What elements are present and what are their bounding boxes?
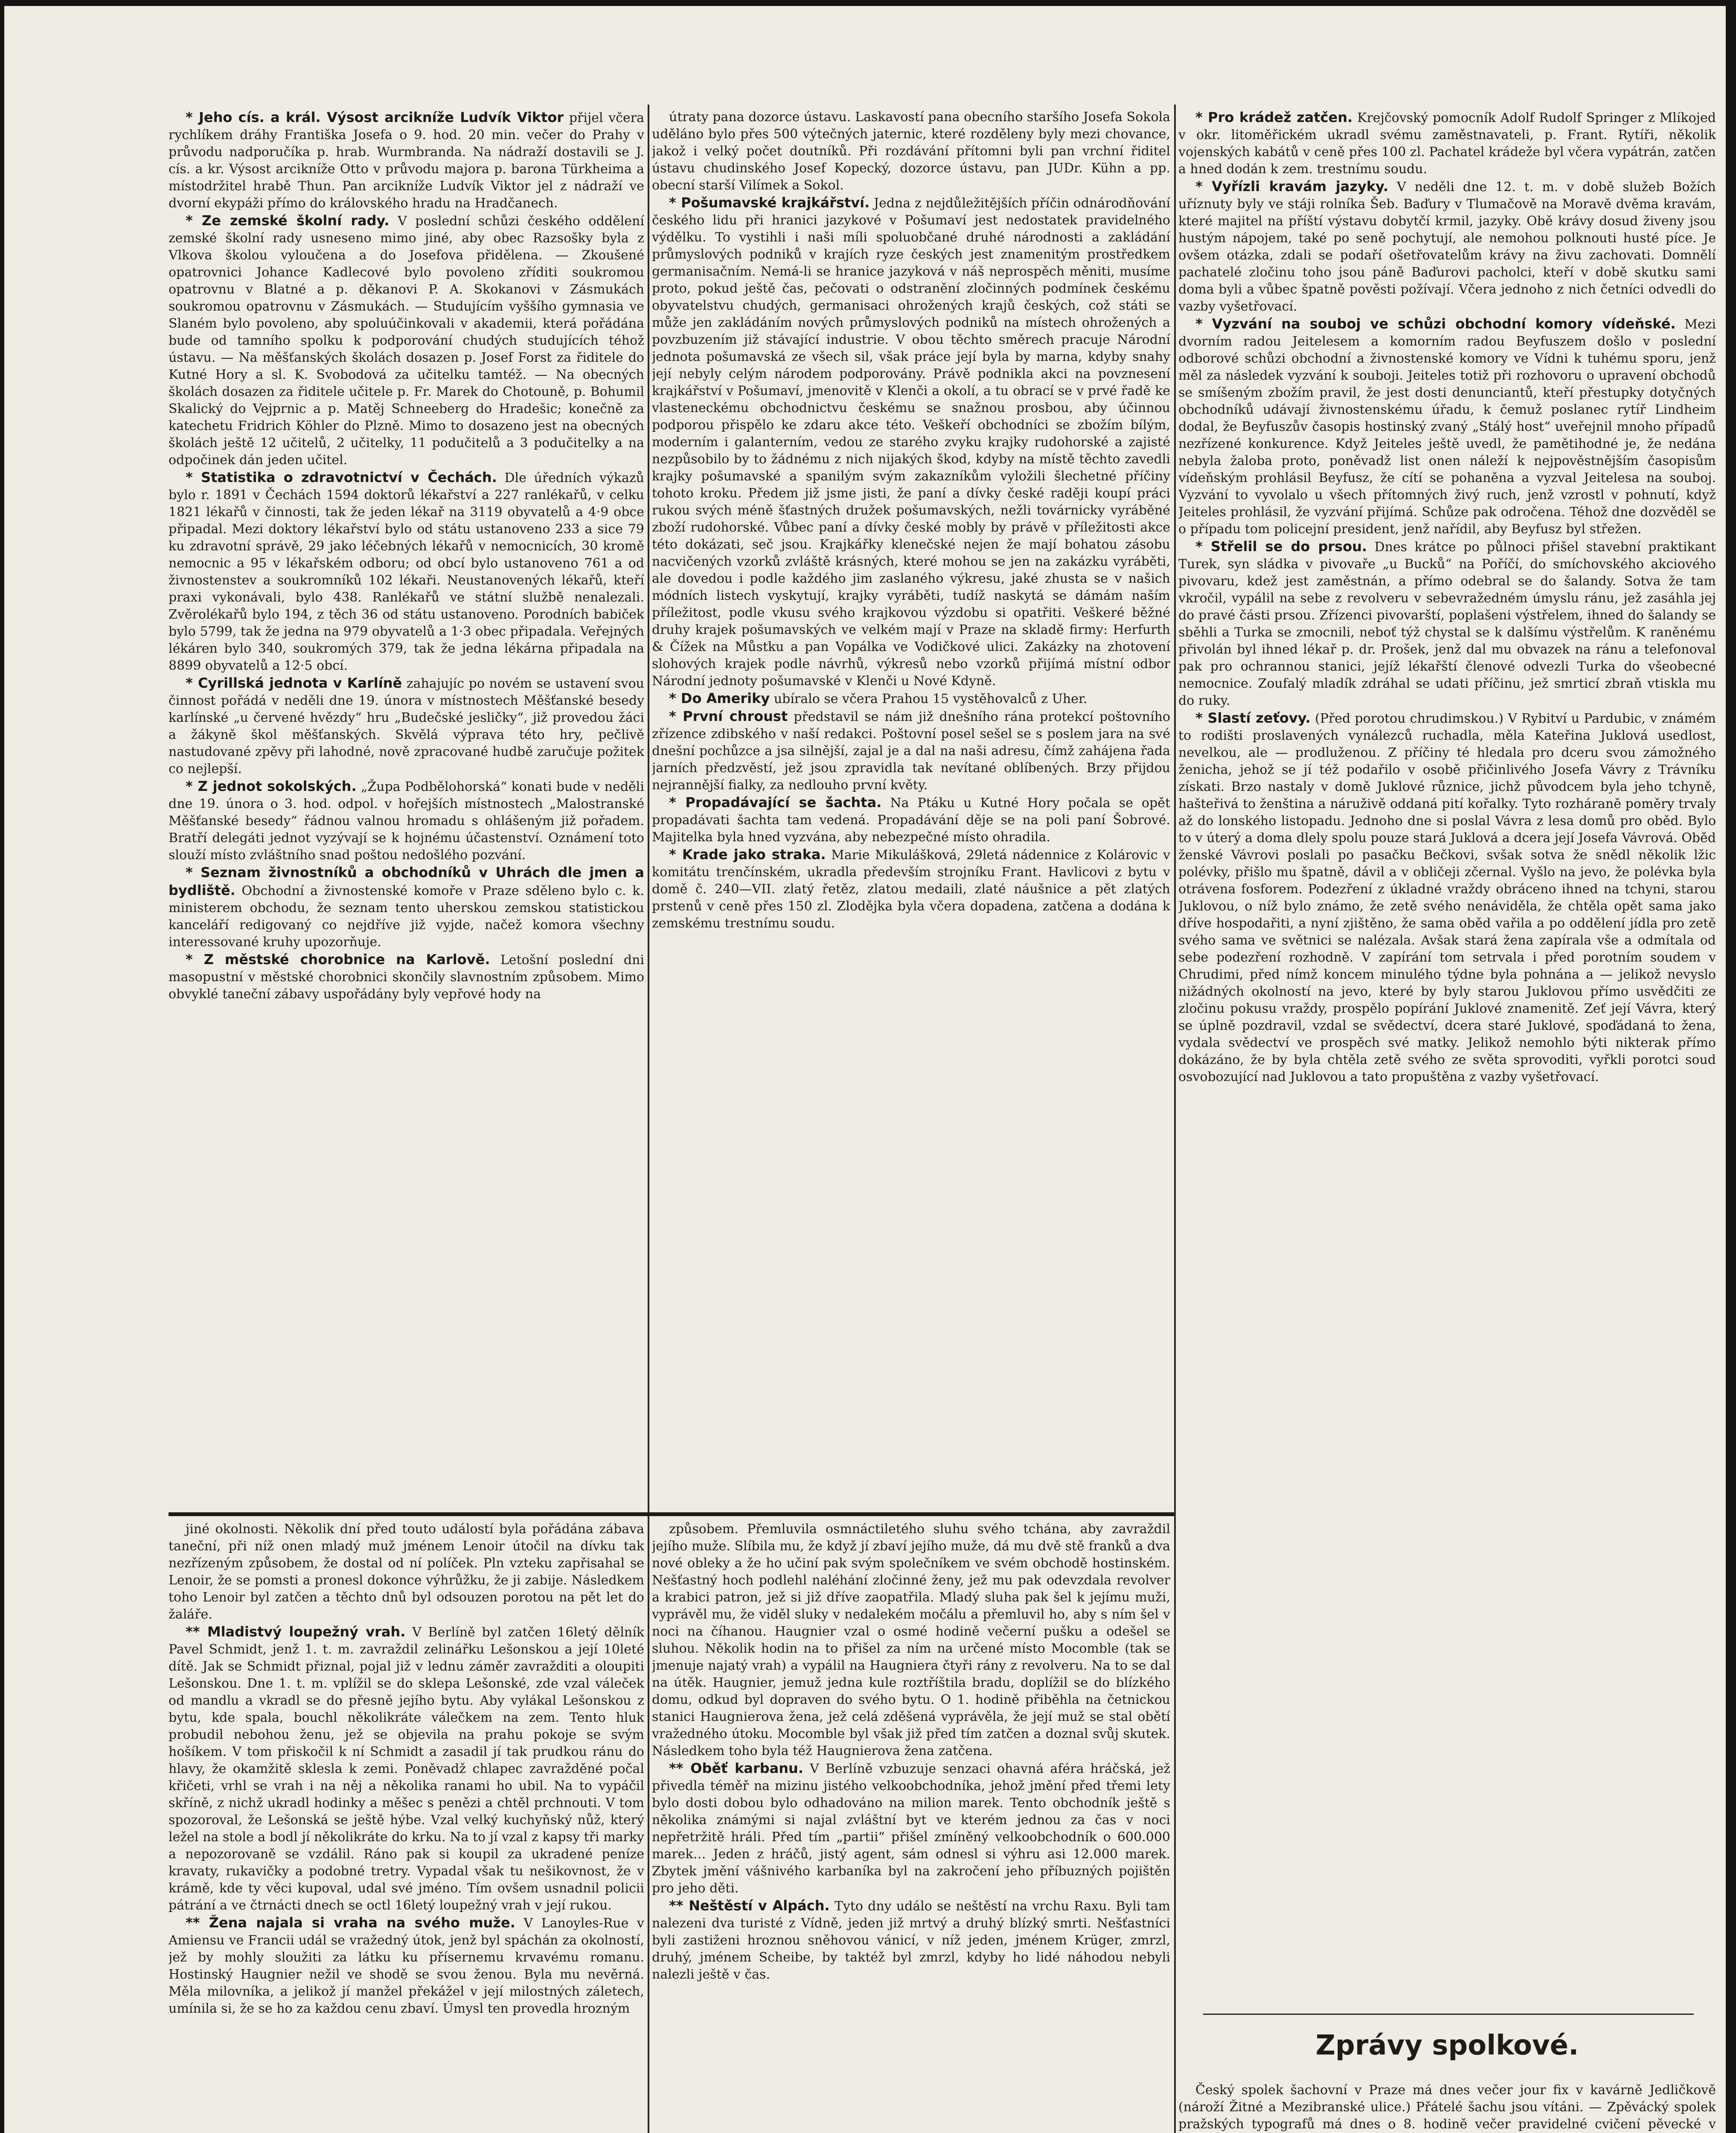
article-text: představil se nám již dnešního rána protekcí poštovního zřízence zdibského v naší redakci. Poštovní posel sešel se s poslem jara na své dnešní pochůzce a jsa silnější, zajal je a dal na naši adresu, čímž zahájena řada jarních předzvěstí, jež jsou zpravidla tak nevítané oblíbených. Brzy přijdou nejrannější fialky, za nedlouho první květy.: [652, 709, 1170, 793]
article-text: (Před porotou chrudimskou.) V Rybitví u Pardubic, v známém to rodišti proslavených vynálezců ruchadla, měla Kateřina Juklová usedlost, nevelkou, ale — prodluženou. Z příčiny té hledala pro dceru svou zámožného ženicha, jehož se jí též podařilo v osobě přičinlivého Josefa Vávry z Trávníku získati. Brzo nastaly v domě Juklové různice, jichž původcem byla jeho tchyně, hašteřivá to ženština a náruživě oddaná pití kořalky. Tyto rozháraně poměry trvaly až do lonského listopadu. Jednoho dne si poslal Vávra z lesa domů pro oběd. Bylo to v úterý a doma dlely spolu pouze stará Juklová a dcera její Josefa Vávrová. Oběd ženské Vávrovi poslali po pasačku Bečkovi, svšak sotva že snědl několik lžic polévky, přišlo mu špatně, dávil a v obličeji zčernal. Vyšlo na jevo, že polévka byla otrávena fosforem. Podezření z úkladné vraždy obráceno ihned na tchyni, starou Juklovou, o níž bylo známo, že zetě svého nenáviděla, že chtěla opět sama jako dříve hospodařiti, a nyní zjištěno, že sama oběd vařila a po oddělení jídla pro zetě svého sama ve světnici se nalézala. Avšak stará žena zapírala vše a odmítala od sebe podezření rozhodně. V zapírání tom setrvala i před porotním soudem v Chrudimi, před nímž koncem minulého týdne byla pohnána a — jelikož nevyslo nižádných okolností na jevo, které by byly starou Juklovou přímo usvědčiti ze zločinu pokusu vraždy, prospělo popírání Juklové znamenitě. Zeť její Vávra, který se úplně pozdravil, vzdal se svědectví, dcera staré Juklové, spoďádaná to žena, vydala svědectví ve prospěch své matky. Jelikož nemohlo býti nikterak přímo dokázáno, že by byla chtěla zetě svého ze světa sprovoditi, vyřkli porotci soud osvobozující nad Juklovou a tato propuštěna z vazby vyšetřovací.: [1178, 711, 1716, 1084]
col1b-article: [169, 1521, 644, 1623]
article-headline: * První chroust: [669, 708, 788, 724]
col1-article: [169, 951, 644, 1003]
col2b-article: [652, 1897, 1170, 1983]
article-text: Dnes krátce po půlnoci přišel stavební praktikant Turek, syn sládka v pivovaře „u Bucků“ na Poříčí, do smíchovského akciového pivovaru, kdež jest zaměstnán, a přímo odebral se do šalandy. Sotva že tam vkročil, vypálil na sebe z revolveru v sebevražedném úmyslu ránu, jež zasáhla jej do pravé části prsou. Zřízenci pivovarští, poplašeni výstřelem, ihned do šalandy se sběhli a Turka se zmocnili, neboť týž chystal se k dalšímu výstřelům. K raněnému přivolán byl ihned lékař p. dr. Prošek, jenž dal mu obvazek na ránu a telefonoval pak pro ochrannou stanici, jejíž lékařští členové odvezli Turka do všeobecné nemocnice. Zoufalý mladík zdráhal se udati příčinu, jež smrticí zbraň vtiskla mu do ruky.: [1178, 540, 1716, 708]
column-2-top: [652, 109, 1170, 1508]
article-text: způsobem. Přemluvila osmnáctiletého sluhu svého tchána, aby zavraždil jejího muže. Slíbila mu, že když jí zbaví jejího muže, dá mu dvě stě franků a dva nové obleky a že ho učiní pak svým společníkem ve svém obchodě hostinském. Nešťastný hoch podlehl naléhání zločinné ženy, jež mu pak odevzdala revolver a krabici patron, jež si již dříve zaopatřila. Mladý sluha pak šel k jejímu muži, vyprávěl mu, že viděl sluky v nedalekém močálu a přemluvil ho, aby s ním šel v noci na číhanou. Haugnier vzal o osmé hodině večerní pušku a odešel se sluhou. Několik hodin na to přišel za ním na určené místo Mocomble (tak se jmenuje najatý vrah) a vypálil na Haugniera čtyři rány z revolveru. Na to se dal na útěk. Haugnier, jemuž jedna kule roztříštila bradu, doplížil se do blízkého domu, odkud byl dopraven do svého bytu. O 1. hodině přiběhla na četnickou stanici Haugnierova žena, jež celá zděšená vyprávěla, že její muž se stal obětí vražedného útoku. Mocomble byl však již před tím zatčen a doznal svůj skutek. Následkem toho byla též Haugnierova žena zatčena.: [652, 1522, 1170, 1758]
col1b-article: [169, 1914, 644, 2017]
article-text: Obchodní a živnostenské komoře v Praze sděleno bylo c. k. ministerem obchodu, že seznam tento uherskou zemskou statistickou kanceláří redigovaný co nejdříve již vyjde, načež komora všechny interessované kruhy upozorňuje.: [169, 883, 644, 950]
article-text: V Berlíně vzbuzuje senzaci ohavná aféra hráčská, jež přivedla téměř na mizinu jistého velkoobchodníka, jehož jmění před třemi lety bylo dosti dobou bylo odhadováno na milion marek. Tento obchodník ještě s několika známými si najal zvláštní byt ve kterém jednou za čas v noci nepřetržitě hráli. Před tím „partii“ přišel zmíněný velkoobchodník o 600.000 marek… Jeden z hráčů, jistý agent, sám odnesl si výhru asi 12.000 marek. Zbytek jmění vášnivého karbaníka byl na zakročení jeho příbuzných pojištěn pro jeho děti.: [652, 1761, 1170, 1896]
article-headline: ** Oběť karbanu.: [669, 1760, 803, 1776]
article-text: Marie Mikulášková, 29letá nádennice z Kolárovic v komitátu trenčínském, ukradla především strojníku Frant. Havlicovi z bytu v domě č. 240—VII. zlatý řetěz, zlatou medaili, zlaté náušnice a pět zlatých prstenů v ceně přes 150 zl. Zlodějka byla včera dopadena, zatčena a dodána k zemskému trestnímu soudu.: [652, 848, 1170, 931]
article-text: V neděli dne 12. t. m. v době služeb Božích uříznuty byly ve stáji rolníka Šeb. Baďury v Tlumačově na Moravě dvěma kravám, které majitel na příští výstavu dobytčí krmil, jazyky. Obě krávy dosud živeny jsou hustým nápojem, také po seně pochytují, ale nemohou polknouti husté píce. Je ovšem otázka, zdali se podaří ošetřovatelům krávy na živu zachovati. Domnělí pachatelé zločinu toho jsou páně Baďurovi pacholci, kteří v době skutku sami doma byli a vůbec špatně pověsti požívají. Včera jednoho z nich četníci odvedli do vazby vyšetřovací.: [1178, 180, 1716, 314]
col3-article: [1178, 315, 1716, 538]
article-headline: * Statistika o zdravotnictví v Čechách.: [186, 469, 497, 485]
article-headline: * Pošumavské krajkářství.: [669, 195, 870, 211]
col1-article: [169, 674, 644, 778]
article-headline: * Střelil se do prsou.: [1195, 538, 1367, 555]
article-text: Tyto dny událo se neštěstí na vrchu Raxu. Byli tam nalezeni dva turisté z Vídně, jeden již mrtvý a druhý blízký smrti. Nešťastníci byli zastiženi hroznou sněhovou vánicí, v níž jeden, jménem Krüger, zmrzl, druhý, jménem Scheibe, by taktéž byl zmrzl, kdyby ho lidé náhodou nebyli nalezli ještě v čas.: [652, 1899, 1170, 1982]
article-text: Dle úředních výkazů bylo r. 1891 v Čechách 1594 doktorů lékařství a 227 ranlékařů, v celku 1821 lékařů v činnosti, tak že jeden lékař na 3119 obyvatelů a 4·9 obce připadal. Mezi doktory lékařství bylo od státu ustanoveno 233 a sice 79 ku zdravotní správě, 29 jako léčebných lékařů v nemocnicích, 30 kromě nemocnic a 95 v lékařském odboru; od obcí bylo ustanoveno 761 a od živnostenstev a soukromníků 102 lékaři. Neustanovených lékařů, kteří praxi vykonávali, bylo 438. Ranlékařů ve státní službě nenalezali. Zvěrolékařů bylo 194, z těch 36 od státu ustanoveno. Porodních babiček bylo 5799, tak že jedna na 979 obyvatelů a 1·3 obec připadala. Veřejných lékáren bylo 340, soukromých 379, tak že jedna lékárna připadala na 8899 obyvatelů a 12·5 obcí.: [169, 471, 644, 673]
article-text: ubíralo se včera Prahou 15 vystěhovalců z Uher.: [773, 692, 1088, 706]
article-headline: * Seznam živnostníků a obchodníků v Uhrách dle jmen a bydliště.: [169, 864, 644, 898]
col2-article: [652, 690, 1170, 708]
col3-article: [1178, 109, 1716, 178]
column-2-bottom: [652, 1521, 1170, 2133]
col1b-article: [169, 1623, 644, 1914]
col1-article: [169, 109, 644, 212]
column-rule-2: [1174, 105, 1176, 2133]
article-text: zahajujíc po novém se ustavení svou činnost pořádá v neděli dne 19. února v místnostech Měšťanské besedy karlínské „u červené hvězdy“ hru „Budečské jesličky“, již provedou žáci a žákyně škol měšťanských. Skvělá výprava této hry, pečlivě nastudované zpěvy při lahodné, nově zpracované hudbě zaručuje požitek co nejlepší.: [169, 676, 644, 776]
article-headline: ** Neštěstí v Alpách.: [669, 1898, 830, 1914]
col2-article: [652, 846, 1170, 932]
article-headline: * Vyřízli kravám jazyky.: [1195, 178, 1389, 195]
article-headline: * Slastí zeťovy.: [1195, 710, 1311, 726]
article-text: „Župa Podbělohorská“ konati bude v neděli dne 19. února o 3. hod. odpol. v hořejších místnostech „Malostranské Měšťanské besedy“ řádnou valnou hromadu s ohlášeným již pořadem. Bratří delegáti jednot vyzývají se k hojnému účastenství. Oznámení toto slouží místo zvláštního snad poštou nedošlého pozvání.: [169, 779, 644, 863]
article-headline: * Do Ameriky: [669, 690, 770, 706]
column-3: [1178, 109, 1716, 2011]
article-text: Letošní poslední dni masopustní v městské chorobnici skončily slavnostním způsobem. Mimo obvyklé taneční zábavy uspořádány byly vepřové hody na: [169, 953, 644, 1002]
article-headline: * Z jednot sokolských.: [186, 778, 357, 794]
col2-article: [652, 194, 1170, 690]
col1-article: [169, 212, 644, 469]
article-text: V poslední schůzi českého oddělení zemské školní rady usneseno mimo jiné, aby obec Razsošky byla z Vlkova školou vyloučena a do Josefova přidělena. — Zkoušené opatrovnici Johance Kadlecové bylo povoleno zříditi soukromou opatrovnu v Blatné a p. děkanovi P. A. Skokanovi v Zásmukách soukromou opatrovnu v Zásmukách. — Studujícím vyššího gymnasia ve Slaném bylo povoleno, aby spoluúčinkovali v akademii, která pořádána bude od tamního spolku k podporování chudých studujících téhož ústavu. — Na měšťanských školách dosazen p. Josef Forst za řiditele do Kutné Hory a sl. K. Svobodová za učitelku tamtéž. — Na obecných školách dosazen za řiditele učitele p. Fr. Marek do Chotouně, p. Bohumil Skalický do Vejprnic a p. Matěj Schneeberg do Hradešic; konečně za katechetu Fridrich Köhler do Plzně. Mimo to dosazeno jest na obecných školách ještě 12 učitelů, 2 učitelky, 11 podučitelů a 3 podučitelky a na odpočinek dán jeden učitel.: [169, 214, 644, 468]
col1-article: [169, 864, 644, 951]
section-heading-zpravy-spolkove: Zprávy spolkové.: [1315, 2030, 1579, 2061]
article-text: útraty pana dozorce ústavu. Laskavostí pana obecního staršího Josefa Sokola uděláno bylo přes 500 výtečných jaternic, které rozděleny byly mezi chovance, jakož i velký počet doutníků. Při rozdávání přítomni byli pan vrchní řiditel ústavu chudinského Josef Kopecký, dozorce ústavu, pan JUDr. Kühn a pp. obecní starší Vilímek a Sokol.: [652, 110, 1170, 193]
article-text: Český spolek šachovní v Praze má dnes večer jour fix v kavárně Jedličkově (nároží Žitné a Mezibranské ulice.) Přátelé šachu jsou vítáni. — Zpěvácký spolek pražských typografů má dnes o 8. hodině večer pravidelné cvičení pěvecké v: [1178, 2083, 1716, 2132]
article-text: Jedna z nejdůležitějších příčin odnárodňování českého lidu při hranici jazykové v Pošumaví jest nedostatek pravidelného výdělku. To vystihli i naši míli spoluobčané druhé národnosti a zakládání průmyslových podniků v krajích ryze českých jest znamenitým prostředkem germanisačním. Nemá-li se hranice jazyková v náš neprospěch měniti, musíme proto, pokud ještě čas, pečovati o odstranění zločinných podmínek českému obyvatelstvu chudých, germanisaci ohrožených krajů českých, což státi se může jen zakládáním nových průmyslových podniků na místech ohrožených a povzbuzením již stávající industrie. V obou těchto směrech pracuje Národní jednota pošumavská ze všech sil, však práce její byla by marna, kdyby snahy její nebyly celým národem podporovány. Právě podnikla akci na povznesení krajkářství v Pošumaví, jmenovitě v Klenči a okolí, a tu obrací se v prvé řadě ke vlasteneckému obchodnictvu českému se snažnou prosbou, aby účinnou podporou přispělo ke zdaru akce této. Veškeří obchodníci se zbožím bílým, moderním i galanterním, vedou ze starého zvyku krajky rudohorské a zajisté nezpůsobilo by to žádnému z nich nijakých škod, kdyby na místě těchto zavedli krajky pošumavské a spanilým svým zakazníkům vyložili šlechetné příčiny tohoto kroku. Předem již jsme jisti, že paní a dívky české raději koupí práci rukou svých méně šťastných družek pošumavských, nežli továrnicky vyráběné zboží rudohorské. Vůbec paní a dívky české mobly by právě v příležitosti akce této dokázati, seč jsou. Krajkářky klenečské nejen že mají bohatou zásobu nacvičených vzorků zvláště krásných, které mohou se jen na zakázku vyráběti, ale dovedou i podle každého jim zaslaného výkresu, jaké zhusta se v našich módních listech vyskytují, krajky vyráběti, tudíž naskytá se dámám naším příležitost, podle vkusu svého krajkovou výzdobu si opatřiti. Veškeré běžné druhy krajek pošumavských ve velkém mají v Praze na skladě firmy: Herfurth & Čížek na Můstku a pan Vopálka ve Vodičkové ulici. Zakázky na zhotovení slohových krajek podle návrhů, výkresů nebo vzorků přijímá místní odbor Národní jednoty pošumavské v Klenči u Nové Kdyně.: [652, 196, 1170, 689]
column-1-top: [169, 109, 644, 1508]
article-text: Na Ptáku u Kutné Hory počala se opět propadávati šachta tam vedená. Propadávání děje se na poli paní Šobrové. Majitelka byla hned vyzvána, aby nebezpečné místo ohradila.: [652, 796, 1170, 845]
col2-article: [652, 708, 1170, 794]
article-text: jiné okolnosti. Několik dní před touto událostí byla pořádána zábava taneční, při níž onen mladý muž jménem Lenoir útočil na dívku tak nezřízeným způsobem, že dostal od ní políček. Pln vzteku zapřisahal se Lenoir, že se pomsti a pronesl dokonce výhrůžku, že ji zabije. Následkem toho Lenoir byl zatčen a těchto dnů byl odsouzen porotou na pět let do žaláře.: [169, 1522, 644, 1622]
scan-edge-right: [1726, 0, 1736, 2133]
col2-article: [652, 794, 1170, 846]
article-headline: * Pro krádež zatčen.: [1195, 109, 1353, 125]
section-divider: [169, 1512, 1174, 1516]
column-rule-1: [648, 105, 649, 2133]
col3b-article: [1178, 2082, 1716, 2133]
article-text: V Berlíně byl zatčen 16letý dělník Pavel Schmidt, jenž 1. t. m. zavraždil zelinářku Lešonskou a její 10leté dítě. Jak se Schmidt přiznal, pojal již v lednu záměr zavražditi a oloupiti Lešonskou. Dne 1. t. m. vplížil se do sklepa Lešonské, zde vzal váleček od mandlu a vkradl se do přesně jejího bytu. Aby vylákal Lešonskou z bytu, kde spala, bouchl několikráte válečkem na zem. Tento hluk probudil nebohou ženu, jež se objevila na prahu pokoje se svým hošíkem. V tom přiskočil k ní Schmidt a zasadil jí tak prudkou ránu do hlavy, že okamžitě sklesla k zemi. Poněvadž chlapec zavražděné počal křičeti, vrhl se vrah i na něj a několika ranami ho ubil. Na to vypáčil skříně, z nichž ukradl hodinky a měšec s penězi a chtěl prchnouti. V tom spozoroval, že Lešonská se ještě hýbe. Vzal velký kuchyňský nůž, který ležel na stole a bodl jí několikráte do krku. Na to jí vzal z kapsy tři marky a nepozorovaně se vzdálil. Ráno pak si koupil za ukradené peníze kravaty, rukavičky a podobné tretry. Vypadal však tu nešikovnost, že v krámě, kde ty věci kupoval, udal své jméno. Tím ovšem usnadnil policii pátrání a ve čtrnácti dnech se octl 16letý loupežný vrah v její rukou.: [169, 1625, 644, 1913]
article-headline: * Ze zemské školní rady.: [186, 212, 390, 229]
article-headline: * Vyzvání na souboj ve schůzi obchodní komory vídeňské.: [1195, 316, 1676, 332]
article-headline: * Propadávající se šachta.: [669, 794, 882, 811]
article-text: Krejčovský pomocník Adolf Rudolf Springer z Mlíkojed v okr. litoměřickém ukradl svému zaměstnavateli, p. Frant. Rytíři, několik vojenských kabátů v ceně přes 100 zl. Pachatel krádeže byl včera vypátrán, zatčen a hned dodán k zem. trestnímu soudu.: [1178, 110, 1716, 177]
article-text: přijel včera rychlíkem dráhy Františka Josefa o 9. hod. 20 min. večer do Prahy v průvodu nadporučíka p. hrab. Wurmbranda. Na nádraží dostavili se J. cís. a kr. Výsost arcikníže Otto v průvodu majora p. barona Türkheima a místodržitel hrabě Thun. Pan arcikníže Ludvík Viktor jel z nádraží ve dvorní ekypáži přímo do královského hradu na Hradčanech.: [169, 110, 644, 211]
column-3-bottom: [1178, 2082, 1716, 2133]
col3-article: [1178, 709, 1716, 1086]
column-1-bottom: [169, 1521, 644, 2133]
article-headline: ** Žena najala si vraha na svého muže.: [186, 1915, 515, 1931]
col3-article: [1178, 178, 1716, 315]
col3-article: [1178, 538, 1716, 709]
article-headline: * Z městské chorobnice na Karlově.: [186, 951, 490, 968]
article-text: Mezi dvorním radou Jeitelesem a komorním radou Beyfuszem došlo v poslední odborové schůzi obchodní a živnostenské komory ve Vídni k tuhému sporu, jenž měl za následek vyzvání k souboji. Jeiteles totiž při rozhovoru o upravení obchodů se smíšeným zbožím pravil, že jest dosti denunciantů, kteří přestupky dotyčných obchodníků udávají živnostenskému úřadu, k čemuž poslanec rytíř Lindheim dodal, že Beyfuszův časopis hostinský zvaný „Stálý host“ uveřejnil mnoho případů nezřízené konkurence. Když Jeiteles ještě uvedl, že pamětihodné je, že nedána nebyla žaloba proto, poněvadž list onen náleží k nejpověstnějším časopisům vídeňským prohlásil Beyfusz, že cítí se pohaněna a vyzval Jeitelesa na souboj. Vyzvání to vyvolalo u všech přítomných živý ruch, jenž vzrostl v pohnutí, když Jeiteles prohlásil, že vyzvání přijímá. Schůze pak odročena. Téhož dne dozvěděl se o případu tom policejní president, jenž nařídil, aby Beyfusz byl střežen.: [1178, 317, 1716, 537]
col1-article: [169, 778, 644, 864]
article-headline: * Jeho cís. a král. Výsost arcikníže Ludvík Viktor: [186, 109, 564, 125]
col2-article: [652, 109, 1170, 194]
article-text: V Lanoyles-Rue v Amiensu ve Francii udál se vražedný útok, jenž byl spáchán za okolností, jež by mohly sloužiti za látku ku přísernemu krvavému romanu. Hostinský Haugnier nežil ve shodě se svou ženou. Byla mu nevěrná. Měla milovníka, a jelikož jí manžel překážel v její milostných záletech, umínila si, že se ho za každou cenu zbaví. Úmysl ten provedla hrozným: [169, 1916, 644, 2016]
col1-article: [169, 469, 644, 674]
article-headline: * Krade jako straka.: [669, 846, 826, 863]
col2b-article: [652, 1521, 1170, 1760]
article-headline: * Cyrillská jednota v Karlíně: [186, 675, 402, 691]
article-headline: ** Mladistvý loupežný vrah.: [186, 1624, 406, 1640]
scan-edge-top: [0, 0, 1736, 6]
scan-edge-left: [0, 0, 4, 2133]
col2b-article: [652, 1760, 1170, 1897]
